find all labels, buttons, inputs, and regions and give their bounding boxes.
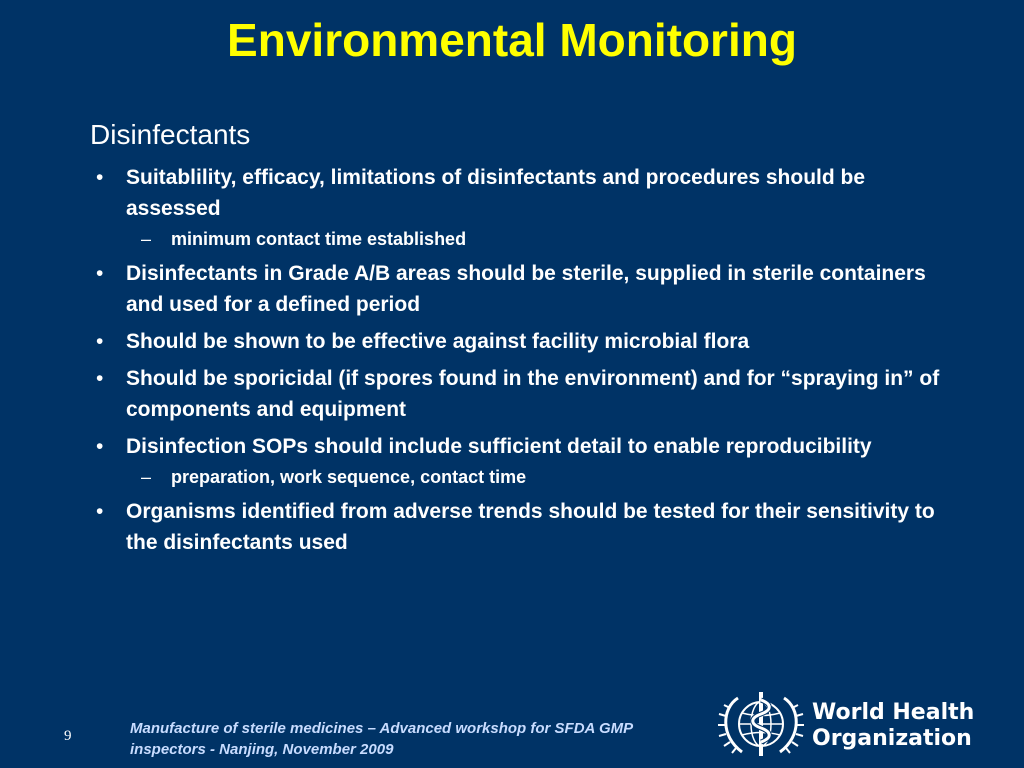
bullet-marker: • [96,499,104,523]
bullet-text: Should be sporicidal (if spores found in the environment) and for “spraying in” of components and equipment [126,366,940,421]
bullet-item [90,326,950,357]
bullet-marker: • [96,165,104,189]
bullet-item [90,431,950,490]
footer-caption [130,718,700,760]
sub-bullet-marker: – [141,466,152,487]
bullet-text: Suitablility, efficacy, limitations of disinfectants and procedures should be assessed [126,165,866,220]
bullet-item [90,363,950,425]
footer-caption-line: Manufacture of sterile medicines – Advanced workshop for SFDA GMP [130,720,634,737]
sub-bullet-list [126,464,950,490]
who-wordmark [812,700,974,752]
bullet-marker: • [96,434,104,458]
slide-content [90,118,950,564]
footer-caption-line: inspectors - Nanjing, November 2009 [130,741,394,758]
bullet-text: Disinfection SOPs should include sufficient detail to enable reproducibility [126,434,872,458]
sub-bullet-text: preparation, work sequence, contact time [171,466,527,487]
bullet-item [90,162,950,252]
who-name-line: World Health [812,700,975,725]
bullet-item [90,258,950,320]
section-heading: Disinfectants [90,119,251,150]
who-emblem-icon [716,688,806,760]
bullet-item [90,496,950,558]
slide-title: Environmental Monitoring [227,14,797,66]
sub-bullet-marker: – [141,228,152,249]
sub-bullet-item [126,464,950,490]
bullet-marker: • [96,366,104,390]
bullet-text: Organisms identified from adverse trends should be tested for their sensitivity to the disinfectants used [126,499,935,554]
bullet-text: Should be shown to be effective against facility microbial flora [126,329,750,353]
who-name-line: Organization [812,726,972,751]
bullet-list [90,162,950,558]
bullet-marker: • [96,261,104,285]
bullet-marker: • [96,329,104,353]
sub-bullet-text: minimum contact time established [171,228,467,249]
sub-bullet-item [126,226,950,252]
sub-bullet-list [126,226,950,252]
bullet-text: Disinfectants in Grade A/B areas should be sterile, supplied in sterile containers and used for a defined period [126,261,926,316]
page-number: 9 [64,728,72,744]
